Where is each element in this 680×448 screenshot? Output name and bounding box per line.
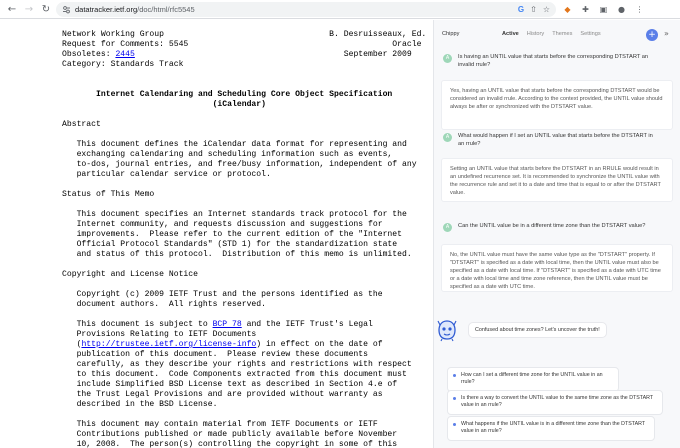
rfc-line: carefully, as they describe your rights and restrictions with respect xyxy=(62,360,412,369)
rfc-line: document authors. All rights reserved. xyxy=(62,300,266,309)
browser-toolbar xyxy=(0,0,680,19)
question-text: What would happen if I set an UNTIL value that starts before the DTSTART in an rrule? xyxy=(458,133,653,148)
rfc-line: This document defines the iCalendar data format for representing and xyxy=(62,140,407,149)
panel-tabs xyxy=(502,31,601,37)
rfc-line: improvements. Please refer to the current edition of the "Internet xyxy=(62,230,402,239)
reload-icon[interactable]: ↻ xyxy=(41,3,51,15)
tab-active[interactable]: Active xyxy=(502,31,519,37)
promo-bubble: Confused about time zones? Let's uncover the truth! xyxy=(468,322,607,338)
user-avatar: A xyxy=(443,223,452,232)
tab-themes[interactable]: Themes xyxy=(552,31,573,37)
bcp78-link[interactable]: BCP 78 xyxy=(212,320,242,329)
chippy-mascot-icon xyxy=(436,318,458,342)
tab-history[interactable]: History xyxy=(526,31,545,37)
rfc-line: Abstract xyxy=(62,120,101,129)
rfc-line: Provisions Relating to IETF Documents xyxy=(62,330,257,339)
answer-card: Setting an UNTIL value that starts before the DTSTART in an RRULE would result in an undefined recurrence set. It is recommended to synchronize the UNTIL value with the recurrence rule and set it to a date and time that is equal to or after the DTSTART value. xyxy=(441,158,673,202)
rfc-line: Internet community, and requests discussion and suggestions for xyxy=(62,220,383,229)
rfc-line: Status of This Memo xyxy=(62,190,155,199)
google-lens-icon[interactable]: G xyxy=(517,5,525,14)
address-bar[interactable] xyxy=(56,2,556,17)
rfc-line: Obsoletes: 2445 September 2009 xyxy=(62,50,412,59)
metamask-icon[interactable]: ◆ xyxy=(564,5,571,14)
back-icon[interactable]: ← xyxy=(7,3,17,15)
rfc-line: Copyright and License Notice xyxy=(62,270,198,279)
url-host: datatracker.ietf.org xyxy=(75,5,138,14)
suggestion-chip[interactable] xyxy=(447,390,663,415)
url-text xyxy=(75,5,195,14)
license-info-link[interactable]: http://trustee.ietf.org/license-info xyxy=(81,340,257,349)
share-icon[interactable]: ⇧ xyxy=(530,5,537,14)
bullet-icon xyxy=(453,423,456,426)
rfc-line: Official Protocol Standards" (STD 1) for the standardization state xyxy=(62,240,398,249)
chippy-brand: Chippy xyxy=(442,31,460,37)
question-item xyxy=(443,132,658,148)
rfc-line: 10, 2008. The person(s) controlling the copyright in some of this xyxy=(62,440,398,448)
rfc-line: (iCalendar) xyxy=(62,100,266,109)
rfc-line: Request for Comments: 5545 Oracle xyxy=(62,40,422,49)
rfc-line: include Simplified BSD License text as described in Section 4.e of xyxy=(62,380,398,389)
rfc-line: publication of this document. Please review these documents xyxy=(62,350,368,359)
question-text: Can the UNTIL value be in a different time zone than the DTSTART value? xyxy=(458,223,646,229)
rfc-line: Copyright (c) 2009 IETF Trust and the persons identified as the xyxy=(62,290,383,299)
rfc-document xyxy=(0,20,430,448)
question-item xyxy=(443,53,658,69)
rfc-line: Category: Standards Track xyxy=(62,60,184,69)
suggestion-text: How can I set a different time zone for the UNTIL value in an rrule? xyxy=(461,372,603,386)
promo-row xyxy=(436,318,607,342)
rfc-line: This document specifies an Internet standards track protocol for the xyxy=(62,210,407,219)
rfc-line: Network Working Group B. Desruisseaux, Ed. xyxy=(62,30,427,39)
panel-header xyxy=(434,20,680,50)
rfc-line: This document may contain material from IETF Documents or IETF xyxy=(62,420,378,429)
rfc-line: Contributions published or made publicly available before November xyxy=(62,430,398,439)
user-avatar: A xyxy=(443,54,452,63)
suggestion-text: What happens if the UNTIL value is in a different time zone than the DTSTART value in an rrule? xyxy=(461,421,646,435)
bookmark-star-icon[interactable]: ☆ xyxy=(542,5,550,14)
rfc-line: This document is subject to BCP 78 and the IETF Trust's Legal xyxy=(62,320,373,329)
suggestion-chip[interactable] xyxy=(447,416,655,441)
suggestion-text: Is there a way to convert the UNTIL value to the same time zone as the DTSTART value in an rrule? xyxy=(461,395,654,409)
obsoletes-link[interactable]: 2445 xyxy=(115,50,135,59)
url-path: /doc/html/rfc5545 xyxy=(137,5,195,14)
forward-icon[interactable]: → xyxy=(24,3,34,15)
answer-card: Yes, having an UNTIL value that starts before the corresponding DTSTART would be considered an invalid rrule. According to the context provided, the UNTIL value should always be after or synchronized with the DTSTART value. xyxy=(441,80,673,130)
rfc-line: exchanging calendaring and scheduling information such as events, xyxy=(62,150,393,159)
rfc-line: to this document. Code Components extracted from this document must xyxy=(62,370,407,379)
rfc-line: and status of this protocol. Distribution of this memo is unlimited. xyxy=(62,250,412,259)
rfc-line: described in the BSD License. xyxy=(62,400,218,409)
question-item xyxy=(443,222,658,232)
side-panel-icon[interactable]: ▣ xyxy=(599,5,608,14)
question-text: Is having an UNTIL value that starts before the corresponding DTSTART an invalid rrule? xyxy=(458,54,649,69)
bullet-icon xyxy=(453,397,456,400)
rfc-line: (http://trustee.ietf.org/license-info) in effect on the date of xyxy=(62,340,383,349)
answer-card: No, the UNTIL value must have the same value type as the "DTSTART" property. If "DTSTART" is specified as a date with local time, then the UNTIL value must also be specified as a date with local time. If "DTSTART" is specified as a date with UTC time or a date with local time and time zone reference, then the UNTIL value must be specified as a date with UTC time. xyxy=(441,244,673,292)
profile-icon[interactable]: ● xyxy=(618,5,625,14)
rfc-text xyxy=(62,30,426,448)
rfc-line: particular calendar service or protocol. xyxy=(62,170,271,179)
new-chat-button[interactable]: + xyxy=(646,29,658,41)
suggestion-chip[interactable] xyxy=(447,367,619,392)
rfc-line: Internet Calendaring and Scheduling Core Object Specification xyxy=(62,90,393,99)
extensions-icon[interactable]: ✚ xyxy=(582,5,589,14)
user-avatar: A xyxy=(443,133,452,142)
rfc-line: the Trust Legal Provisions and are provided without warranty as xyxy=(62,390,383,399)
rfc-line: to-dos, journal entries, and free/busy information, independent of any xyxy=(62,160,417,169)
site-info-icon[interactable] xyxy=(62,5,71,14)
menu-icon[interactable]: ⋮ xyxy=(635,5,644,14)
collapse-panel-icon[interactable]: » xyxy=(664,29,669,38)
bullet-icon xyxy=(453,374,456,377)
tab-settings[interactable]: Settings xyxy=(580,31,601,37)
